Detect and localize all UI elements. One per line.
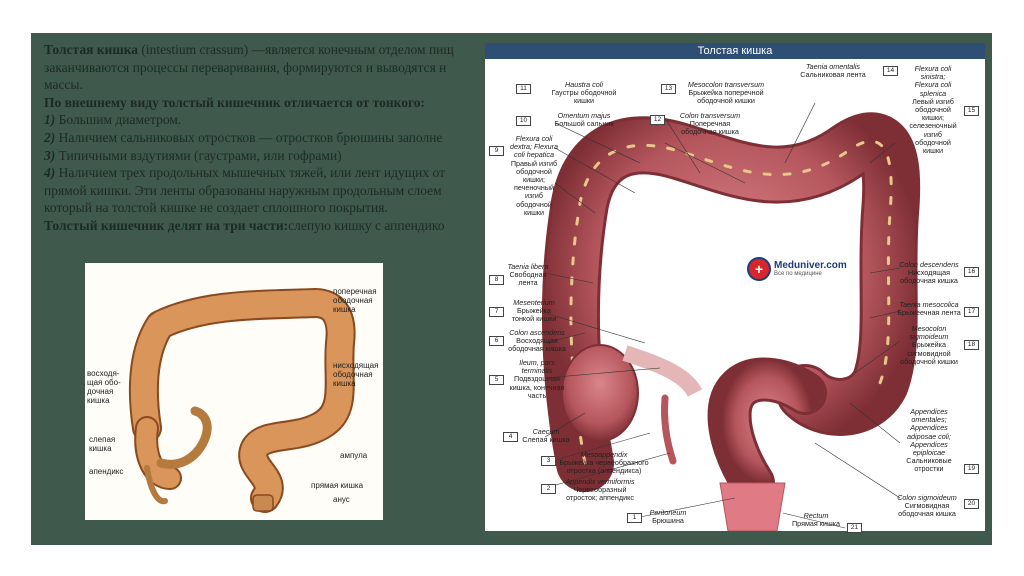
- figure-title: Толстая кишка: [485, 43, 985, 59]
- figure-label: Haustra coli Гаустры ободочной кишки: [551, 80, 617, 106]
- label-number: 14: [883, 66, 898, 76]
- label-anus: анус: [333, 495, 350, 504]
- label-descending-colon: нисходящая ободочная кишка: [333, 361, 379, 388]
- label-number: 4: [503, 432, 518, 442]
- text-line-11: Толстый кишечник делят на три части:слепую кишку с аппендико: [44, 217, 445, 233]
- figure-label: Colon ascendens Восходящая ободочная кишка: [508, 328, 566, 354]
- figure-label: Mesoappendix Брыжейка червеобразного отростка (аппендикса): [559, 450, 649, 476]
- label-number: 9: [489, 146, 504, 156]
- figure-label: Taenia omentalis Сальниковая лента: [800, 62, 866, 80]
- figure-label: Omentum majus Большой сальник: [554, 111, 614, 129]
- list-item-2: 2) Наличием сальниковых отростков — отростков брюшины заполне: [44, 129, 443, 145]
- slide-text: [44, 41, 514, 235]
- figure-label: Caecum Слепая кишка: [522, 427, 570, 445]
- label-number: 6: [489, 336, 504, 346]
- text-line-9: прямой кишки. Эти ленты образованы наружным продольным слоем: [44, 182, 442, 198]
- label-appendix: апендикс: [89, 467, 124, 476]
- label-ascending-colon: восходя- щая обо- дочная кишка: [87, 369, 121, 405]
- right-intestine-figure: [485, 43, 985, 531]
- slide: [31, 33, 992, 545]
- label-number: 5: [489, 375, 504, 385]
- figure-label: Taenia libera Свободная лента: [507, 262, 549, 288]
- label-ampulla: ампула: [340, 451, 368, 460]
- figure-label: Mesocolon sigmoideum Брыжейка сигмовидной ободочной кишки: [900, 324, 958, 366]
- figure-label: Colon descendens Нисходящая ободочная кишка: [899, 260, 959, 286]
- label-transverse-colon: поперечная ободочная кишка: [333, 287, 377, 314]
- label-number: 8: [489, 275, 504, 285]
- label-number: 20: [964, 499, 979, 509]
- left-intestine-figure: [85, 263, 383, 520]
- label-rectum: прямая кишка: [311, 481, 364, 490]
- list-item-3: 3) Типичными вздутиями (гаустрами, или гофрами): [44, 147, 342, 163]
- label-number: 19: [964, 464, 979, 474]
- label-number: 18: [964, 340, 979, 350]
- label-number: 13: [661, 84, 676, 94]
- figure-label: Mesenterium Брыжейка тонкой кишки: [511, 298, 557, 324]
- label-number: 10: [516, 116, 531, 126]
- text-line-2: заканчиваются процессы переваривания, формируются и выводятся н: [44, 59, 447, 75]
- label-number: 3: [541, 456, 556, 466]
- label-number: 17: [964, 307, 979, 317]
- figure-label: Colon transversum Поперечная ободочная кишка: [679, 111, 741, 137]
- list-item-4: 4) Наличием трех продольных мышечных тяжей, или лент идущих от: [44, 165, 445, 181]
- text-line-1: Толстая кишка (intestium crassum) —является конечным отделом пищ: [44, 42, 454, 57]
- label-number: 2: [541, 484, 556, 494]
- label-number: 15: [964, 106, 979, 116]
- label-number: 7: [489, 307, 504, 317]
- figure-label: Appendices omentales; Appendices adiposae coli; Appendices epiploicae Сальниковые отростки: [906, 407, 952, 474]
- medical-cross-icon: +: [747, 257, 771, 281]
- figure-label: Flexura coli dextra; Flexura coli hepatica Правый изгиб ободочной кишки; печеночный изгиб ободочной кишки: [510, 134, 558, 217]
- label-number: 16: [964, 267, 979, 277]
- figure-label: Ileum, pars terminalis Подвздошная кишка, конечная часть: [509, 358, 565, 400]
- label-number: 1: [627, 513, 642, 523]
- text-line-10: который на толстой кишке не создает сплошного покрытия.: [44, 200, 388, 216]
- label-number: 11: [516, 84, 531, 94]
- figure-label: Flexura coli sinistra; Flexura coli splenica Левый изгиб ободочной кишки; селезеночный изгиб ободочной кишки: [909, 64, 957, 156]
- label-number: 12: [650, 115, 665, 125]
- term-large-intestine: Толстая кишка: [44, 42, 139, 57]
- label-number: 21: [847, 523, 862, 533]
- figure-label: Mesocolon transversum Брыжейка поперечной ободочной кишки: [687, 80, 765, 106]
- list-item-1: 1) Большим диаметром.: [44, 112, 182, 128]
- meduniver-logo: + Meduniver.com Все по медицине: [747, 257, 847, 281]
- figure-label: Taenia mesocolica Брыжеечная лента: [897, 300, 961, 318]
- text-line-4: По внешнему виду толстый кишечник отличается от тонкого:: [44, 94, 426, 110]
- figure-label: Appendix vermiformis Червеобразный отросток; аппендикс: [565, 477, 635, 503]
- figure-label: Peritoneum Брюшина: [649, 508, 687, 526]
- figure-label: Rectum Прямая кишка: [791, 511, 841, 529]
- text-line-3: массы.: [44, 77, 83, 93]
- figure-label: Colon sigmoideum Сигмовидная ободочная кишка: [897, 493, 957, 519]
- label-cecum: слепая кишка: [89, 435, 116, 453]
